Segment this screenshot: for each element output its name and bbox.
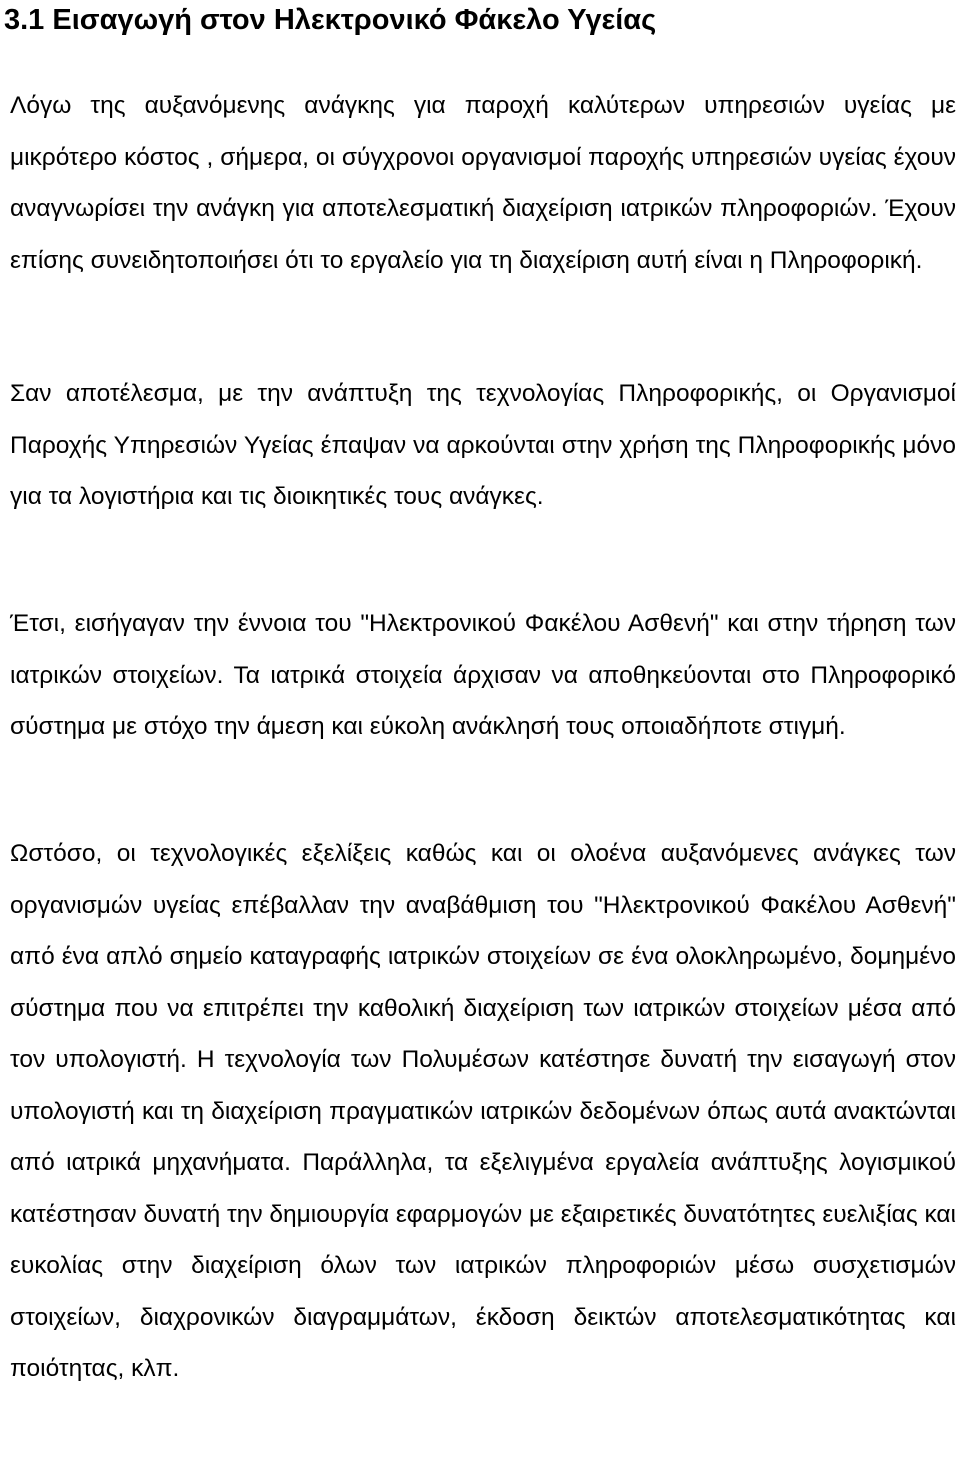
section-heading: 3.1 Εισαγωγή στον Ηλεκτρονικό Φάκελο Υγείας bbox=[4, 4, 657, 36]
paragraph-evolution: Ωστόσο, οι τεχνολογικές εξελίξεις καθώς και οι ολοένα αυξανόμενες ανάγκες των οργανισμών υγείας επέβαλλαν την αναβάθμιση του "Ηλεκτρονικού Φακέλου Ασθενή" από ένα απλό σημείο καταγραφής ιατρικών στοιχείων σε ένα ολοκληρωμένο, δομημένο σύστημα που να επιτρέπει την καθολική διαχείριση των ιατρικών στοιχείων μέσα από τον υπολογιστή. Η τεχνολογία των Πολυμέσων κατέστησε δυνατή την εισαγωγή στον υπολογιστή και τη διαχείριση πραγματικών ιατρικών δεδομένων όπως αυτά ανακτώνται από ιατρικά μηχανήματα. Παράλληλα, τα εξελιγμένα εργαλεία ανάπτυξης λογισμικού κατέστησαν δυνατή την δημιουργία εφαρμογών με εξαιρετικές δυνατότητες ευελιξίας και ευκολίας στην διαχείριση όλων των ιατρικών πληροφοριών μέσω συσχετισμών στοιχείων, διαχρονικών διαγραμμάτων, έκδοση δεικτών αποτελεσματικότητας και ποιότητας, κλπ. bbox=[10, 840, 957, 1382]
paragraph-patient-record: Έτσι, εισήγαγαν την έννοια του "Ηλεκτρονικού Φακέλου Ασθενή" και στην τήρηση των ιατρικών στοιχείων. Τα ιατρικά στοιχεία άρχισαν να αποθηκεύονται στο Πληροφορικό σύστημα με στόχο την άμεση και εύκολη ανάκλησή τους οποιαδήποτε στιγμή. bbox=[10, 610, 956, 740]
paragraph-result: Σαν αποτέλεσμα, με την ανάπτυξη της τεχνολογίας Πληροφορικής, οι Οργανισμοί Παροχής Υπηρεσιών Υγείας έπαψαν να αρκούνται στην χρήση της Πληροφορικής μόνο για τα λογιστήρια και τις διοικητικές τους ανάγκες. bbox=[10, 380, 956, 510]
paragraph-introduction: Λόγω της αυξανόμενης ανάγκης για παροχή καλύτερων υπηρεσιών υγείας με μικρότερο κόστος , σήμερα, οι σύγχρονοι οργανισμοί παροχής υπηρεσιών υγείας έχουν αναγνωρίσει την ανάγκη για αποτελεσματική διαχείριση ιατρικών πληροφοριών. Έχουν επίσης συνειδητοποιήσει ότι το εργαλείο για τη διαχείριση αυτή είναι η Πληροφορική. bbox=[10, 92, 956, 274]
